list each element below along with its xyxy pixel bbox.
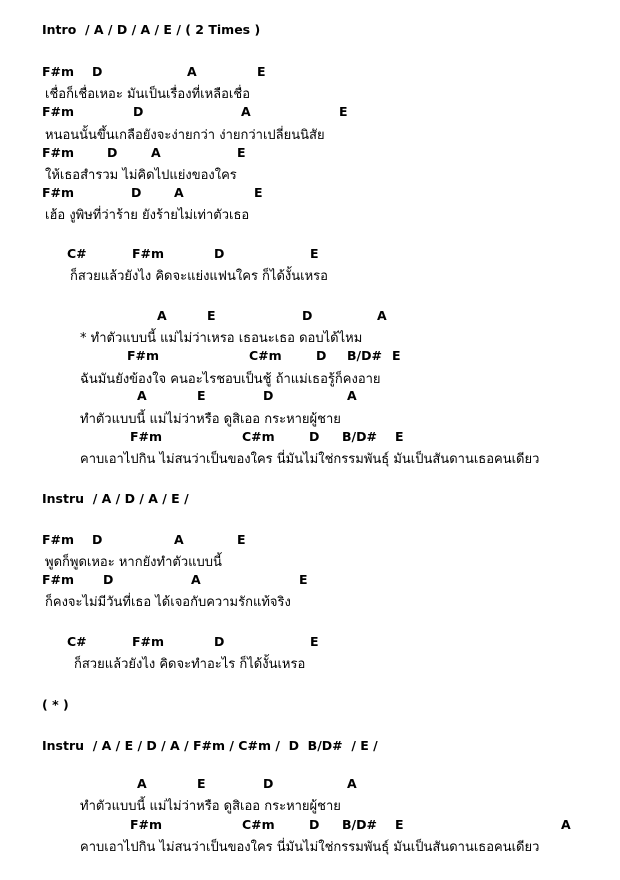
instru-label: Instru / A / D / A / E / bbox=[42, 491, 189, 506]
chord: C#m bbox=[249, 348, 282, 363]
chord: E bbox=[237, 532, 246, 547]
chord: A bbox=[157, 308, 167, 323]
chord: D bbox=[263, 388, 274, 403]
lyric: คาบเอาไปกิน ไม่สนว่าเป็นของใคร นี่มันไม่ใช่กรรมพันธุ์ มันเป็นสันดานเธอคนเดียว bbox=[80, 452, 540, 467]
chord: F#m bbox=[42, 104, 75, 119]
chord: D bbox=[214, 246, 225, 261]
chord: D bbox=[131, 185, 142, 200]
lyric: เฮ้อ งูพิษที่ว่าร้าย ยังร้ายไม่เท่าตัวเธอ bbox=[45, 208, 250, 223]
intro-label: Intro / A / D / A / E / ( 2 Times ) bbox=[42, 22, 261, 37]
lyric: ก็สวยแล้วยังไง คิดจะแย่งแฟนใคร ก็ได้งั้นเหรอ bbox=[70, 269, 328, 284]
chord: C#m bbox=[242, 429, 275, 444]
lyric: ฉันมันยังข้องใจ คนอะไรชอบเป็นชู้ ถ้าแม่เธอรู้ก็คงอาย bbox=[80, 372, 381, 387]
chord: F#m bbox=[42, 572, 75, 587]
chord: D bbox=[92, 532, 103, 547]
chord: C#m bbox=[242, 817, 275, 832]
chord: A bbox=[137, 776, 147, 791]
chord: D bbox=[107, 145, 118, 160]
chord: E bbox=[207, 308, 216, 323]
chord: D bbox=[133, 104, 144, 119]
chord: A bbox=[347, 776, 357, 791]
lyric: ทำตัวแบบนี้ แม่ไม่ว่าหรือ ดูสิเออ กระหายผู้ชาย bbox=[80, 412, 341, 427]
chord: D bbox=[214, 634, 225, 649]
chord: E bbox=[237, 145, 246, 160]
chord: B/D# bbox=[342, 429, 377, 444]
chord: D bbox=[309, 429, 320, 444]
chord: E bbox=[257, 64, 266, 79]
chord: F#m bbox=[42, 185, 75, 200]
chord: A bbox=[191, 572, 201, 587]
chord: F#m bbox=[132, 246, 165, 261]
chord: D bbox=[92, 64, 103, 79]
lyric: * ทำตัวแบบนี้ แม่ไม่ว่าเหรอ เธอนะเธอ ดอบได้ไหม bbox=[80, 331, 363, 346]
lyric: พูดก็พูดเหอะ หากยังทำตัวแบบนี้ bbox=[45, 555, 222, 570]
chord: D bbox=[302, 308, 313, 323]
chord: D bbox=[316, 348, 327, 363]
chord: F#m bbox=[130, 817, 163, 832]
chord: F#m bbox=[130, 429, 163, 444]
chord: F#m bbox=[42, 145, 75, 160]
lyric: ก็คงจะไม่มีวันที่เธอ ได้เจอกับความรักแท้จริง bbox=[45, 595, 291, 610]
repeat-marker: ( * ) bbox=[42, 697, 69, 712]
chord: E bbox=[299, 572, 308, 587]
lyric: ให้เธอสำรวม ไม่คิดไปแย่งของใคร bbox=[45, 168, 237, 183]
chord: C# bbox=[67, 634, 87, 649]
chord: F#m bbox=[42, 64, 75, 79]
chord: F#m bbox=[127, 348, 160, 363]
chord: E bbox=[197, 776, 206, 791]
chord: A bbox=[174, 532, 184, 547]
chord: A bbox=[174, 185, 184, 200]
lyric: หนอนนั้นขึ้นเกลือยังจะง่ายกว่า ง่ายกว่าเปลี่ยนนิสัย bbox=[45, 128, 325, 143]
chord: A bbox=[137, 388, 147, 403]
chord: A bbox=[151, 145, 161, 160]
chord: A bbox=[347, 388, 357, 403]
chord: D bbox=[103, 572, 114, 587]
chord: A bbox=[561, 817, 571, 832]
chord: E bbox=[339, 104, 348, 119]
chord: E bbox=[395, 429, 404, 444]
chord: E bbox=[197, 388, 206, 403]
chord: B/D# bbox=[342, 817, 377, 832]
chord: C# bbox=[67, 246, 87, 261]
chord: E bbox=[254, 185, 263, 200]
chord: D bbox=[309, 817, 320, 832]
chord: D bbox=[263, 776, 274, 791]
lyric: ก็สวยแล้วยังไง คิดจะทำอะไร ก็ได้งั้นเหรอ bbox=[74, 657, 306, 672]
chord: F#m bbox=[42, 532, 75, 547]
chord: B/D# bbox=[347, 348, 382, 363]
chord: E bbox=[310, 246, 319, 261]
chord: F#m bbox=[132, 634, 165, 649]
chord: A bbox=[377, 308, 387, 323]
lyric: เชื่อก็เชื่อเหอะ มันเป็นเรื่องที่เหลือเชื่อ bbox=[45, 87, 251, 102]
chord: A bbox=[241, 104, 251, 119]
chord: A bbox=[187, 64, 197, 79]
chord: E bbox=[310, 634, 319, 649]
lyric: ทำตัวแบบนี้ แม่ไม่ว่าหรือ ดูสิเออ กระหายผู้ชาย bbox=[80, 799, 341, 814]
chord: E bbox=[395, 817, 404, 832]
instru-label: Instru / A / E / D / A / F#m / C#m / D B/D# / E / bbox=[42, 738, 378, 753]
chord: E bbox=[392, 348, 401, 363]
lyric: คาบเอาไปกิน ไม่สนว่าเป็นของใคร นี่มันไม่ใช่กรรมพันธุ์ มันเป็นสันดานเธอคนเดียว bbox=[80, 840, 540, 855]
